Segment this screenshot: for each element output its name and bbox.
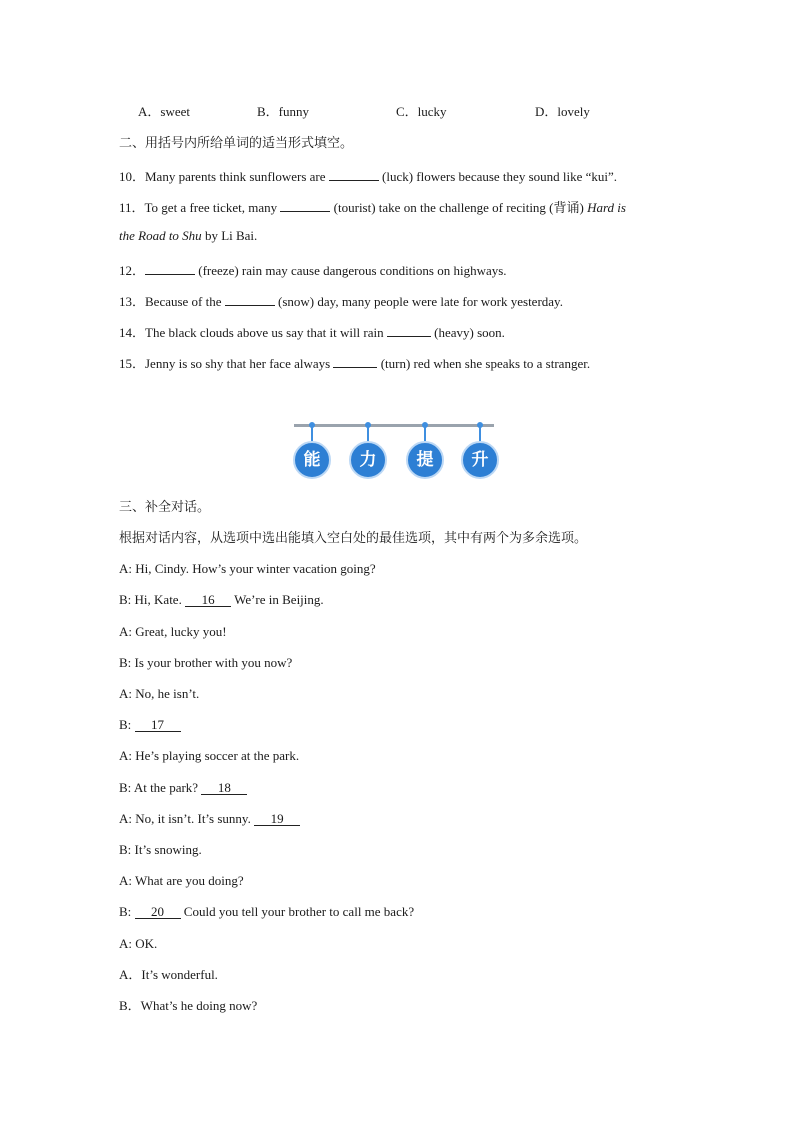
question-hint: (luck) flowers because they sound like “kui”.: [382, 169, 618, 184]
question-14: [119, 322, 505, 341]
answer-blank-19[interactable]: 19: [254, 811, 300, 826]
question-10: [119, 166, 617, 185]
dialogue-line: A: He’s playing soccer at the park.: [119, 748, 300, 763]
question-12: [119, 260, 507, 279]
dialogue-line: [119, 904, 414, 920]
question-11: [119, 197, 626, 216]
question-15: [119, 353, 590, 372]
dialogue-line: [119, 811, 300, 827]
dialogue-text: B:: [119, 717, 132, 732]
banner-char: 提: [406, 441, 444, 479]
answer-blank[interactable]: [333, 353, 377, 368]
answer-blank-16[interactable]: 16: [185, 592, 231, 607]
banner-node: [405, 420, 445, 480]
section3-heading: 三、补全对话。: [119, 499, 211, 514]
question-hint: (freeze) rain may cause dangerous conditions on highways.: [198, 263, 507, 278]
dialogue-line: A: Hi, Cindy. How’s your winter vacation going?: [119, 561, 376, 576]
option-letter: C．: [396, 104, 418, 119]
option-word: sweet: [160, 104, 190, 119]
banner-node: [292, 420, 332, 480]
question-text: 14．The black clouds above us say that it will rain: [119, 325, 384, 340]
option-d: [535, 104, 590, 120]
option-b: [257, 104, 309, 120]
banner-node: [348, 420, 388, 480]
dialogue-line: [119, 592, 324, 608]
answer-option-a: A．It’s wonderful.: [119, 967, 218, 982]
option-word: funny: [278, 104, 310, 119]
answer-option-b: B．What’s he doing now?: [119, 998, 258, 1013]
dialogue-line: A: What are you doing?: [119, 873, 244, 888]
banner-stem: [367, 427, 369, 441]
dialogue-text: B: At the park?: [119, 780, 199, 795]
dialogue-text: Could you tell your brother to call me back?: [183, 904, 415, 919]
option-a: [138, 104, 190, 120]
dialogue-line: [119, 717, 181, 733]
poem-title: the Road to Shu: [119, 228, 202, 243]
answer-blank[interactable]: [145, 260, 195, 275]
question-13: [119, 291, 563, 310]
question-hint: (turn) red when she speaks to a stranger.: [380, 356, 591, 371]
question-11-continued: [119, 228, 257, 244]
section3-instruction: 根据对话内容，从选项中选出能填入空白处的最佳选项，其中有两个为多余选项。: [119, 530, 588, 545]
dialogue-text: B: Hi, Kate.: [119, 592, 182, 607]
dialogue-text: We’re in Beijing.: [234, 592, 324, 607]
dialogue-line: A: Great, lucky you!: [119, 624, 227, 639]
answer-blank[interactable]: [280, 197, 330, 212]
banner-node: [460, 420, 500, 480]
banner-stem: [311, 427, 313, 441]
poem-title: Hard is: [587, 200, 626, 215]
option-word: lucky: [417, 104, 447, 119]
dialogue-text: B:: [119, 904, 132, 919]
question-hint: (heavy) soon.: [434, 325, 505, 340]
answer-blank[interactable]: [225, 291, 275, 306]
option-letter: B．: [257, 104, 279, 119]
question-text: 12．: [119, 263, 146, 278]
question-text: by Li Bai.: [204, 228, 258, 243]
option-c: [396, 104, 447, 120]
question-text: 10．Many parents think sunflowers are: [119, 169, 326, 184]
option-letter: A．: [138, 104, 161, 119]
banner-char: 力: [349, 441, 387, 479]
dialogue-line: A: OK.: [119, 936, 158, 951]
dialogue-line: [119, 780, 247, 796]
dialogue-line: A: No, he isn’t.: [119, 686, 200, 701]
dialogue-line: B: Is your brother with you now?: [119, 655, 293, 670]
question-text: 11．To get a free ticket, many: [119, 200, 278, 215]
banner-char: 能: [293, 441, 331, 479]
answer-blank-18[interactable]: 18: [201, 780, 247, 795]
ability-banner: [290, 420, 500, 480]
option-word: lovely: [557, 104, 590, 119]
banner-char: 升: [461, 441, 499, 479]
answer-blank-17[interactable]: 17: [135, 717, 181, 732]
answer-blank[interactable]: [387, 322, 431, 337]
answer-blank[interactable]: [329, 166, 379, 181]
question-hint: (tourist) take on the challenge of reciting (背诵): [333, 200, 584, 215]
question-text: 13．Because of the: [119, 294, 222, 309]
question-hint: (snow) day, many people were late for work yesterday.: [278, 294, 563, 309]
dialogue-text: A: No, it isn’t. It’s sunny.: [119, 811, 251, 826]
banner-stem: [424, 427, 426, 441]
answer-blank-20[interactable]: 20: [135, 904, 181, 919]
section2-heading: 二、用括号内所给单词的适当形式填空。: [119, 135, 354, 150]
dialogue-line: B: It’s snowing.: [119, 842, 202, 857]
question-text: 15．Jenny is so shy that her face always: [119, 356, 331, 371]
option-letter: D．: [535, 104, 558, 119]
banner-stem: [479, 427, 481, 441]
